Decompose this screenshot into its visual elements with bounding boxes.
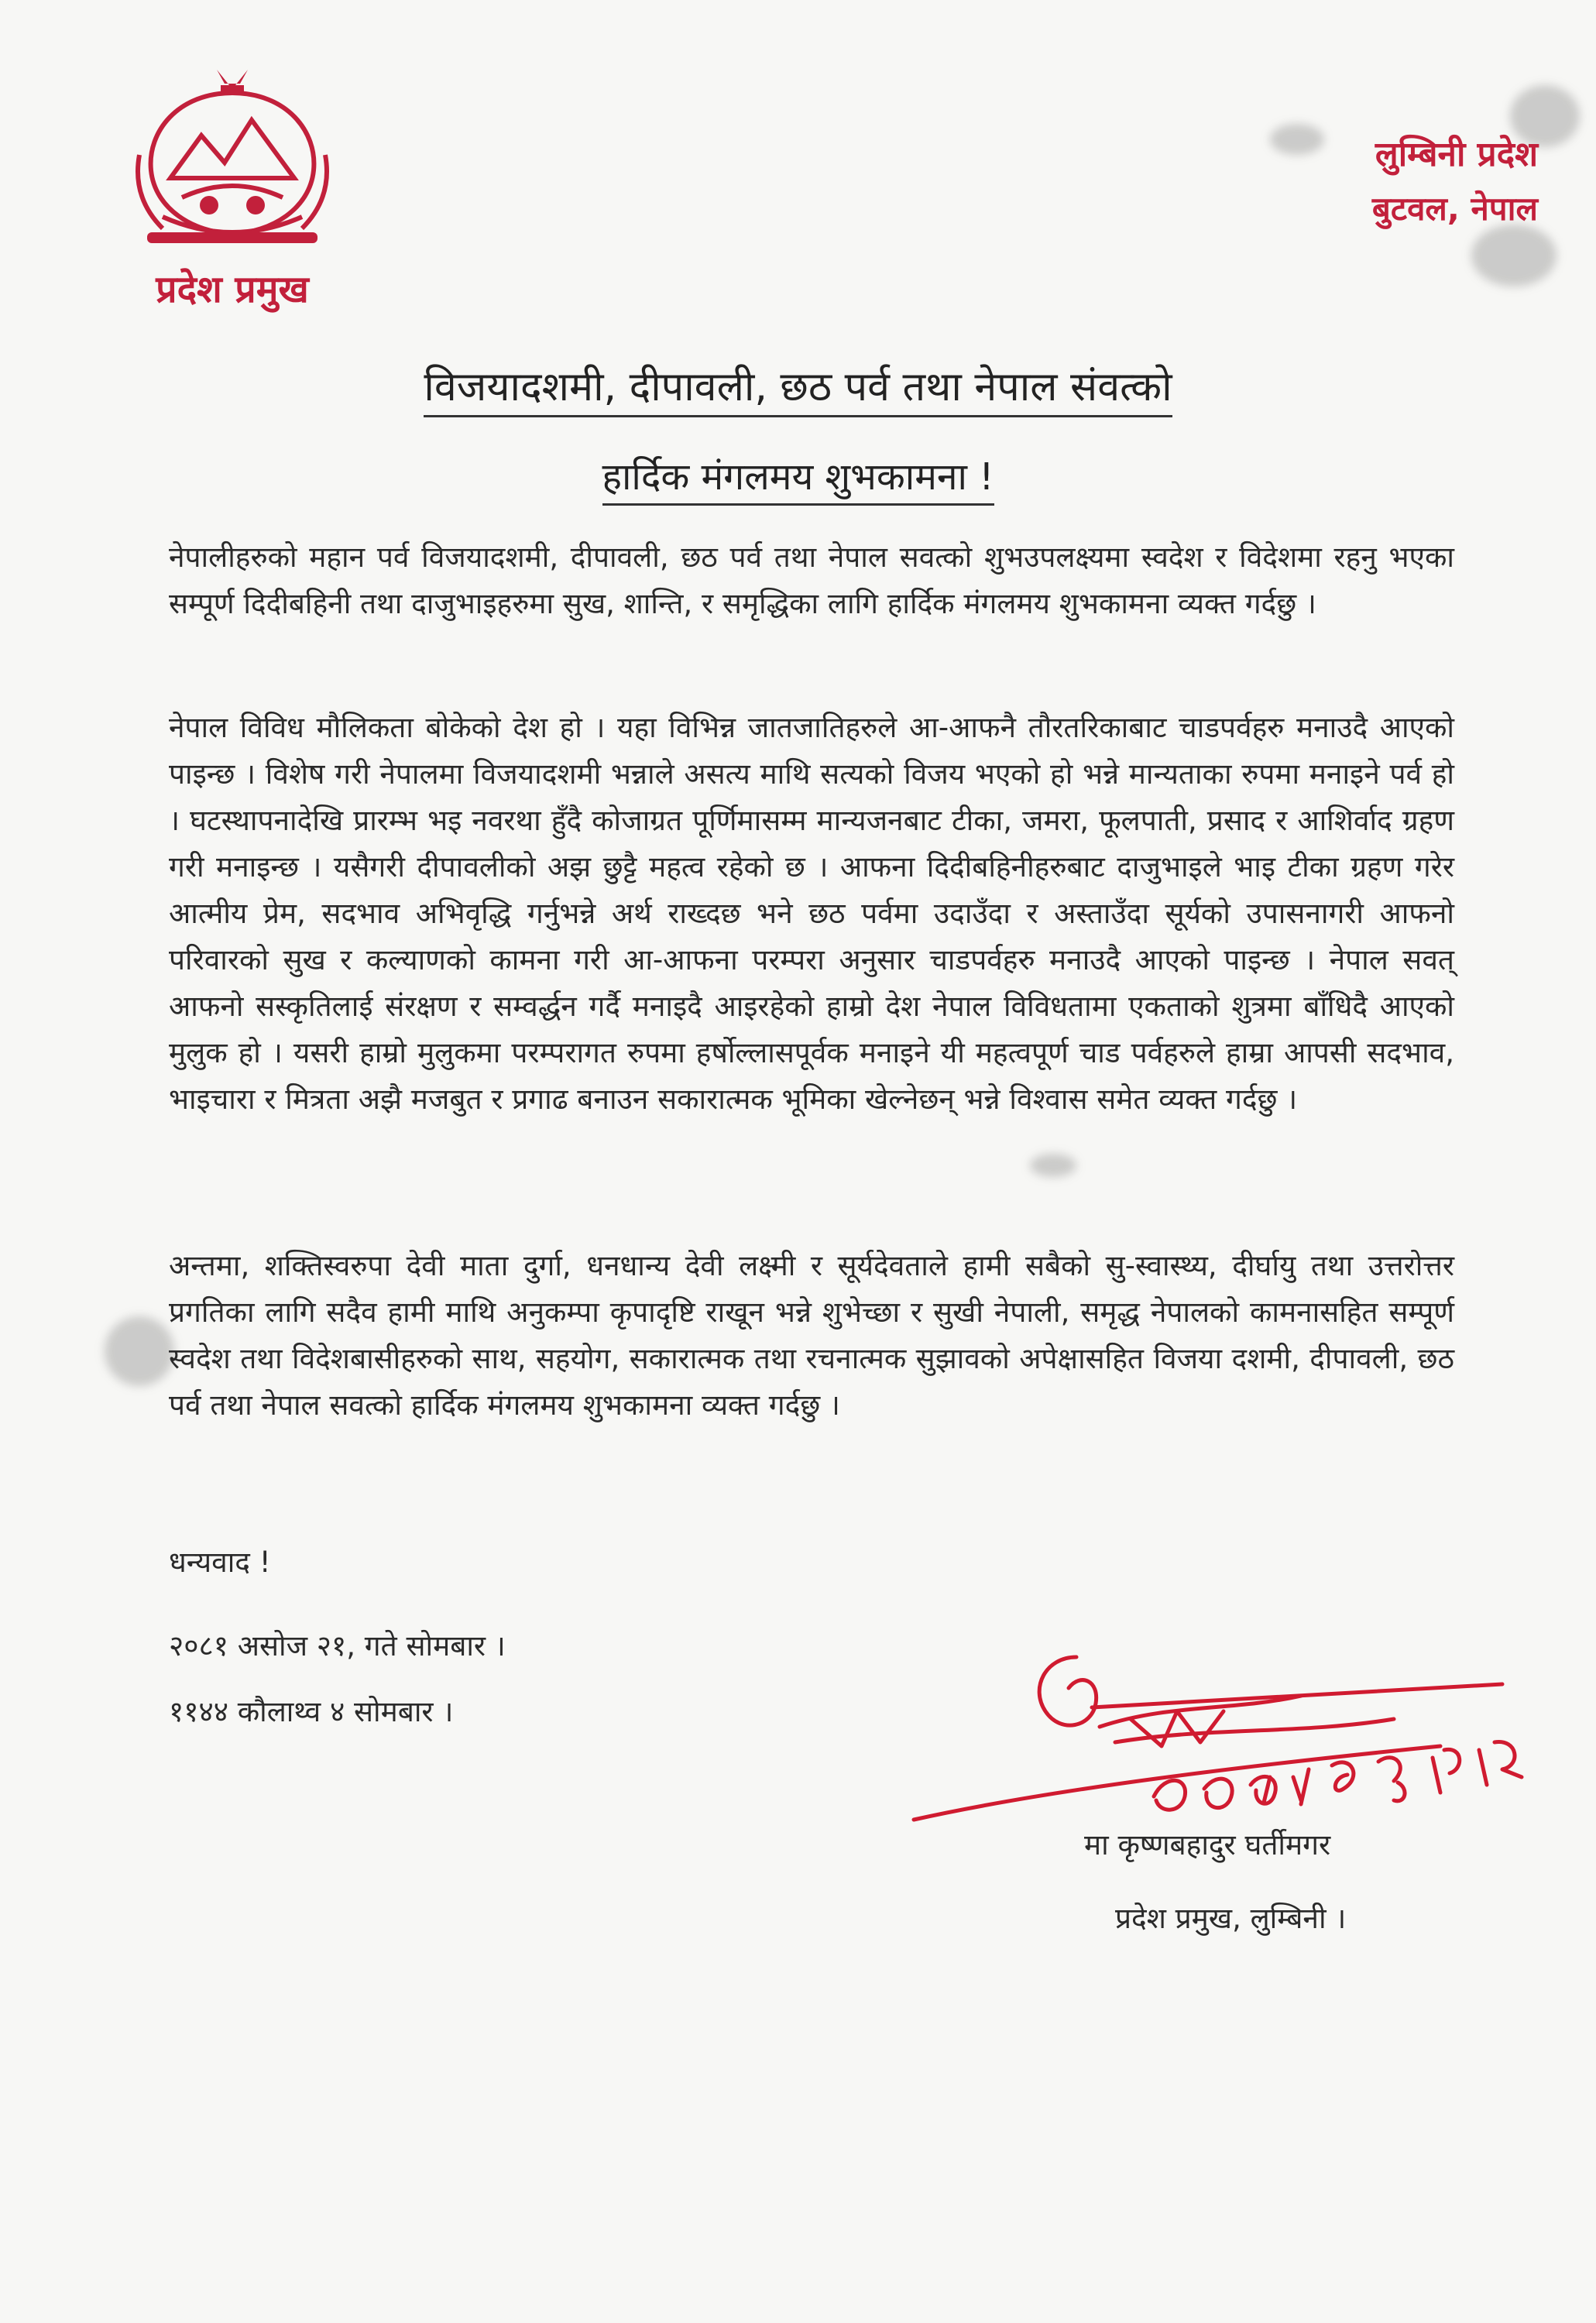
smudge-mark — [1030, 1154, 1076, 1177]
heading-line-1: विजयादशमी, दीपावली, छठ पर्व तथा नेपाल संवत्को — [424, 364, 1172, 417]
heading-line-2: हार्दिक मंगलमय शुभकामना ! — [602, 455, 994, 506]
nepal-emblem-icon — [116, 62, 348, 248]
date-nepal-sambat: ११४४ कौलाथ्व ४ सोमबार । — [169, 1695, 454, 1728]
office-title: प्रदेश प्रमुख — [156, 268, 309, 311]
letter-heading — [0, 358, 1596, 413]
address-block — [1372, 128, 1538, 236]
signer-name: मा कृष्णबहादुर घर्तीमगर — [1084, 1828, 1331, 1861]
signer-title: प्रदेश प्रमुख, लुम्बिनी । — [1115, 1902, 1347, 1935]
date-bikram-sambat: २०८१ असोज २१, गते सोमबार । — [169, 1629, 506, 1662]
city-name: बुटवल, नेपाल — [1371, 190, 1538, 228]
province-name: लुम्बिनी प्रदेश — [1375, 135, 1538, 174]
smudge-mark — [1270, 124, 1324, 155]
body-paragraph-3: अन्तमा, शक्तिस्वरुपा देवी माता दुर्गा, धनधान्य देवी लक्ष्मी र सूर्यदेवताले हामी सबैको सु-स्वास्थ्य, दीर्घायु तथा उत्तरोत्तर प्रगतिका लागि सदैव हामी माथि अनुकम्पा कृपादृष्टि राखून भन्ने शुभेच्छा र सुखी नेपाली, समृद्ध नेपालको कामनासहित सम्पूर्ण स्वदेश तथा विदेशबासीहरुको साथ, सहयोग, सकारात्मक तथा रचनात्मक सुझावको अपेक्षासहित विजया दशमी, दीपावली, छठ पर्व तथा नेपाल सवत्को हार्दिक मंगलमय शुभकामना व्यक्त गर्दछु । — [169, 1249, 1454, 1422]
letter-subheading — [0, 451, 1596, 501]
thanks-text: धन्यवाद ! — [169, 1546, 271, 1579]
body-paragraph-2: नेपाल विविध मौलिकता बोकेको देश हो । यहा विभिन्न जातजातिहरुले आ-आफनै तौरतरिकाबाट चाडपर्वहरु मनाउदै आएको पाइन्छ । विशेष गरी नेपालमा विजयादशमी भन्नाले असत्य माथि सत्यको विजय भएको हो भन्ने मान्यताका रुपमा मनाइने पर्व हो । घटस्थापनादेखि प्रारम्भ भइ नवरथा हुँदै कोजाग्रत पूर्णिमासम्म मान्यजनबाट टीका, जमरा, फूलपाती, प्रसाद र आशिर्वाद ग्रहण गरी मनाइन्छ । यसैगरी दीपावलीको अझ छुट्टै महत्व रहेको छ । आफना दिदीबहिनीहरुबाट दाजुभाइले भाइ टीका ग्रहण गरेर आत्मीय प्रेम, सदभाव अभिवृद्धि गर्नुभन्ने अर्थ राख्दछ भने छठ पर्वमा उदाउँदा र अस्ताउँदा सूर्यको उपासनागरी आफनो परिवारको सुख र कल्याणको कामना गरी आ-आफना परम्परा अनुसार चाडपर्वहरु मनाउदै आएको पाइन्छ । नेपाल सवत् आफनो सस्कृतिलाई संरक्षण र सम्वर्द्धन गर्दै मनाइदै आइरहेको हाम्रो देश नेपाल विविधतामा एकताको शुत्रमा बाँधिदै आएको मुलुक हो । यसरी हाम्रो मुलुकमा परम्परागत रुपमा हर्षोल्लासपूर्वक मनाइने यी महत्वपूर्ण चाड पर्वहरुले हाम्रा आपसी सदभाव, भाइचारा र मित्रता अझै मजबुत र प्रगाढ बनाउन सकारात्मक भूमिका खेल्नेछन् भन्ने विश्वास समेत व्यक्त गर्दछु । — [169, 711, 1454, 1116]
body-paragraph-1: नेपालीहरुको महान पर्व विजयादशमी, दीपावली, छठ पर्व तथा नेपाल सवत्को शुभउपलक्ष्यमा स्वदेश र विदेशमा रहनु भएका सम्पूर्ण दिदीबहिनी तथा दाजुभाइहरुमा सुख, शान्ति, र समृद्धिका लागि हार्दिक मंगलमय शुभकामना व्यक्त गर्दछु । — [169, 540, 1454, 620]
smudge-mark — [105, 1316, 174, 1386]
